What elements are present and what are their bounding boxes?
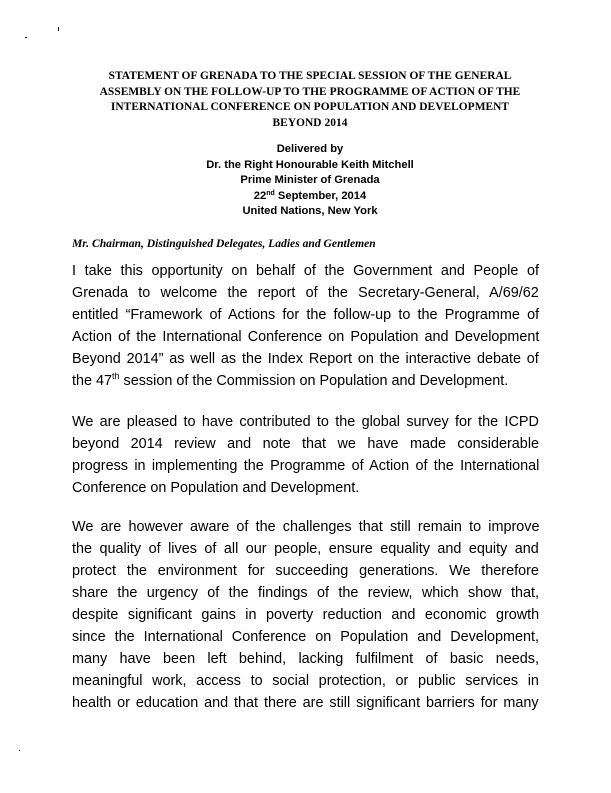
paragraph-line: We are pleased to have contributed to the global survey for the ICPD (72, 414, 539, 430)
delivery-info (170, 142, 450, 220)
paragraph-line: beyond 2014 review and note that we have made considerable (72, 436, 540, 452)
speaker-name: Dr. the Right Honourable Keith Mitchell (206, 158, 414, 171)
paragraph-line: share the urgency of the findings of the review, which show that, (72, 585, 539, 601)
paragraph-line: Conference on Population and Development. (72, 480, 360, 496)
paragraph-line: I take this opportunity on behalf of the Government and People of (72, 263, 540, 279)
title-line: ASSEMBLY ON THE FOLLOW-UP TO THE PROGRAMME OF ACTION OF THE (99, 85, 521, 98)
paragraph-line: progress in implementing the Programme of Action of the International (72, 458, 540, 474)
delivery-date (170, 189, 450, 205)
paragraph-line (72, 370, 539, 392)
paragraph-line: Beyond 2014” as well as the Index Report on the interactive debate of (72, 351, 539, 367)
delivered-by-label: Delivered by (276, 143, 344, 155)
paragraph-line: protect the environment for succeeding generations. We therefore (72, 563, 539, 579)
line-text: session of the Commission on Population and Development. (119, 373, 509, 389)
paragraph-line: Action of the International Conference on Population and Development (72, 329, 540, 345)
paragraph-line: meaningful work, access to social protection, or public services in (72, 673, 539, 689)
paragraph-line: the quality of lives of all our people, ensure equality and equity and (72, 541, 539, 557)
title-line: INTERNATIONAL CONFERENCE ON POPULATION AND DEVELOPMENT (110, 101, 510, 113)
paragraph-line: since the International Conference on Population and Development, (72, 629, 540, 645)
paragraph-line: many have been left behind, lacking fulfilment of basic needs, (72, 651, 539, 667)
date-day: 22 (253, 189, 267, 202)
scan-artifact (58, 27, 59, 31)
document-title (60, 69, 560, 131)
paragraph-3 (72, 516, 539, 714)
paragraph-1 (72, 260, 539, 392)
paragraph-line: entitled “Framework of Actions for the follow-up to the Programme of (72, 307, 540, 323)
line-text: the 47 (72, 373, 113, 389)
title-line: STATEMENT OF GRENADA TO THE SPECIAL SESSION OF THE GENERAL (108, 70, 512, 82)
paragraph-line: despite significant gains in poverty reduction and economic growth (72, 607, 540, 623)
date-rest: September, 2014 (274, 189, 367, 202)
title-line: BEYOND 2014 (272, 116, 348, 129)
paragraph-line: Grenada to welcome the report of the Secretary-General, A/69/62 (72, 285, 539, 301)
salutation: Mr. Chairman, Distinguished Delegates, Ladies and Gentlemen (72, 237, 376, 250)
delivery-venue: United Nations, New York (242, 205, 378, 217)
scan-artifact (25, 37, 27, 38)
date-ordinal-suffix: nd (266, 189, 275, 197)
paragraph-2 (72, 411, 539, 499)
speaker-position: Prime Minister of Grenada (240, 174, 380, 186)
scan-artifact (19, 750, 20, 751)
ordinal-suffix: th (112, 371, 120, 381)
paragraph-line: health or education and that there are still significant barriers for many (72, 695, 539, 711)
paragraph-line: We are however aware of the challenges that still remain to improve (72, 519, 540, 535)
